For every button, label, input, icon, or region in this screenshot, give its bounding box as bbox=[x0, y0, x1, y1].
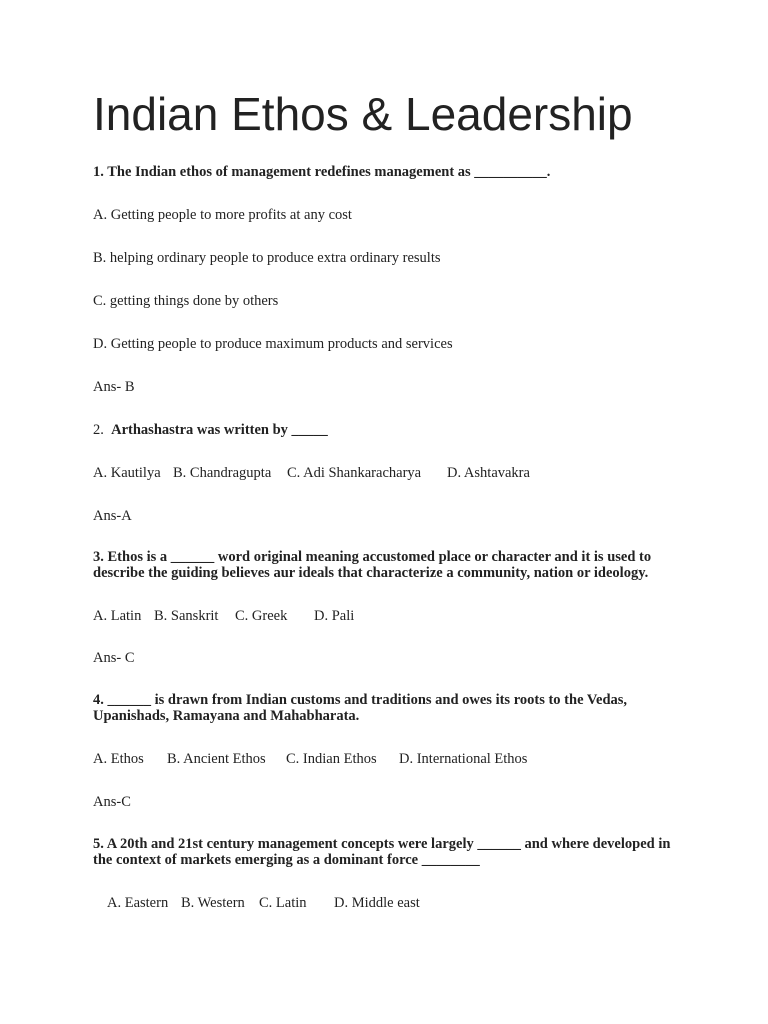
q2-option-d: D. Ashtavakra bbox=[447, 465, 530, 481]
q1-option-a: A. Getting people to more profits at any cost bbox=[93, 207, 352, 223]
q2-option-c: C. Adi Shankaracharya bbox=[287, 465, 422, 481]
q3-option-d: D. Pali bbox=[314, 608, 355, 624]
q1-option-c: C. getting things done by others bbox=[93, 293, 279, 309]
q2-option-b: B. Chandragupta bbox=[173, 465, 272, 481]
q4-answer: Ans-C bbox=[93, 794, 131, 810]
q4-option-b: B. Ancient Ethos bbox=[167, 751, 266, 767]
q4-option-a: A. Ethos bbox=[93, 751, 144, 767]
q1-option-b: B. helping ordinary people to produce extra ordinary results bbox=[93, 250, 441, 266]
q3-option-b: B. Sanskrit bbox=[154, 608, 219, 624]
q5-option-b: B. Western bbox=[181, 895, 245, 911]
q4-option-d: D. International Ethos bbox=[399, 751, 528, 767]
q2-answer: Ans-A bbox=[93, 508, 132, 524]
question-5: 5. A 20th and 21st century management concepts were largely ______ and where developed in the context of markets emerging as a dominant force ________ bbox=[93, 836, 671, 868]
question-3: 3. Ethos is a ______ word original meaning accustomed place or character and it is used to describe the guiding believes aur ideals that characterize a community, nation or ideology. bbox=[93, 549, 652, 581]
q4-option-c: C. Indian Ethos bbox=[286, 751, 377, 767]
q5-option-d: D. Middle east bbox=[334, 895, 420, 911]
q3-answer: Ans- C bbox=[93, 650, 135, 666]
question-2 bbox=[93, 422, 673, 438]
q5-option-c: C. Latin bbox=[259, 895, 307, 911]
question-4: 4. ______ is drawn from Indian customs and traditions and owes its roots to the Vedas, Upanishads, Ramayana and Mahabharata. bbox=[93, 692, 628, 724]
q3-option-a: A. Latin bbox=[93, 608, 142, 624]
q1-option-d: D. Getting people to produce maximum products and services bbox=[93, 336, 453, 352]
document-title: Indian Ethos & Leadership bbox=[93, 88, 633, 140]
q3-option-c: C. Greek bbox=[235, 608, 288, 624]
question-2-number: 2. bbox=[93, 422, 104, 438]
q5-option-a: A. Eastern bbox=[107, 895, 169, 911]
question-2-text: Arthashastra was written by _____ bbox=[111, 422, 328, 438]
q1-answer: Ans- B bbox=[93, 379, 135, 395]
question-1: 1. The Indian ethos of management redefines management as __________. bbox=[93, 164, 551, 180]
q2-option-a: A. Kautilya bbox=[93, 465, 161, 481]
